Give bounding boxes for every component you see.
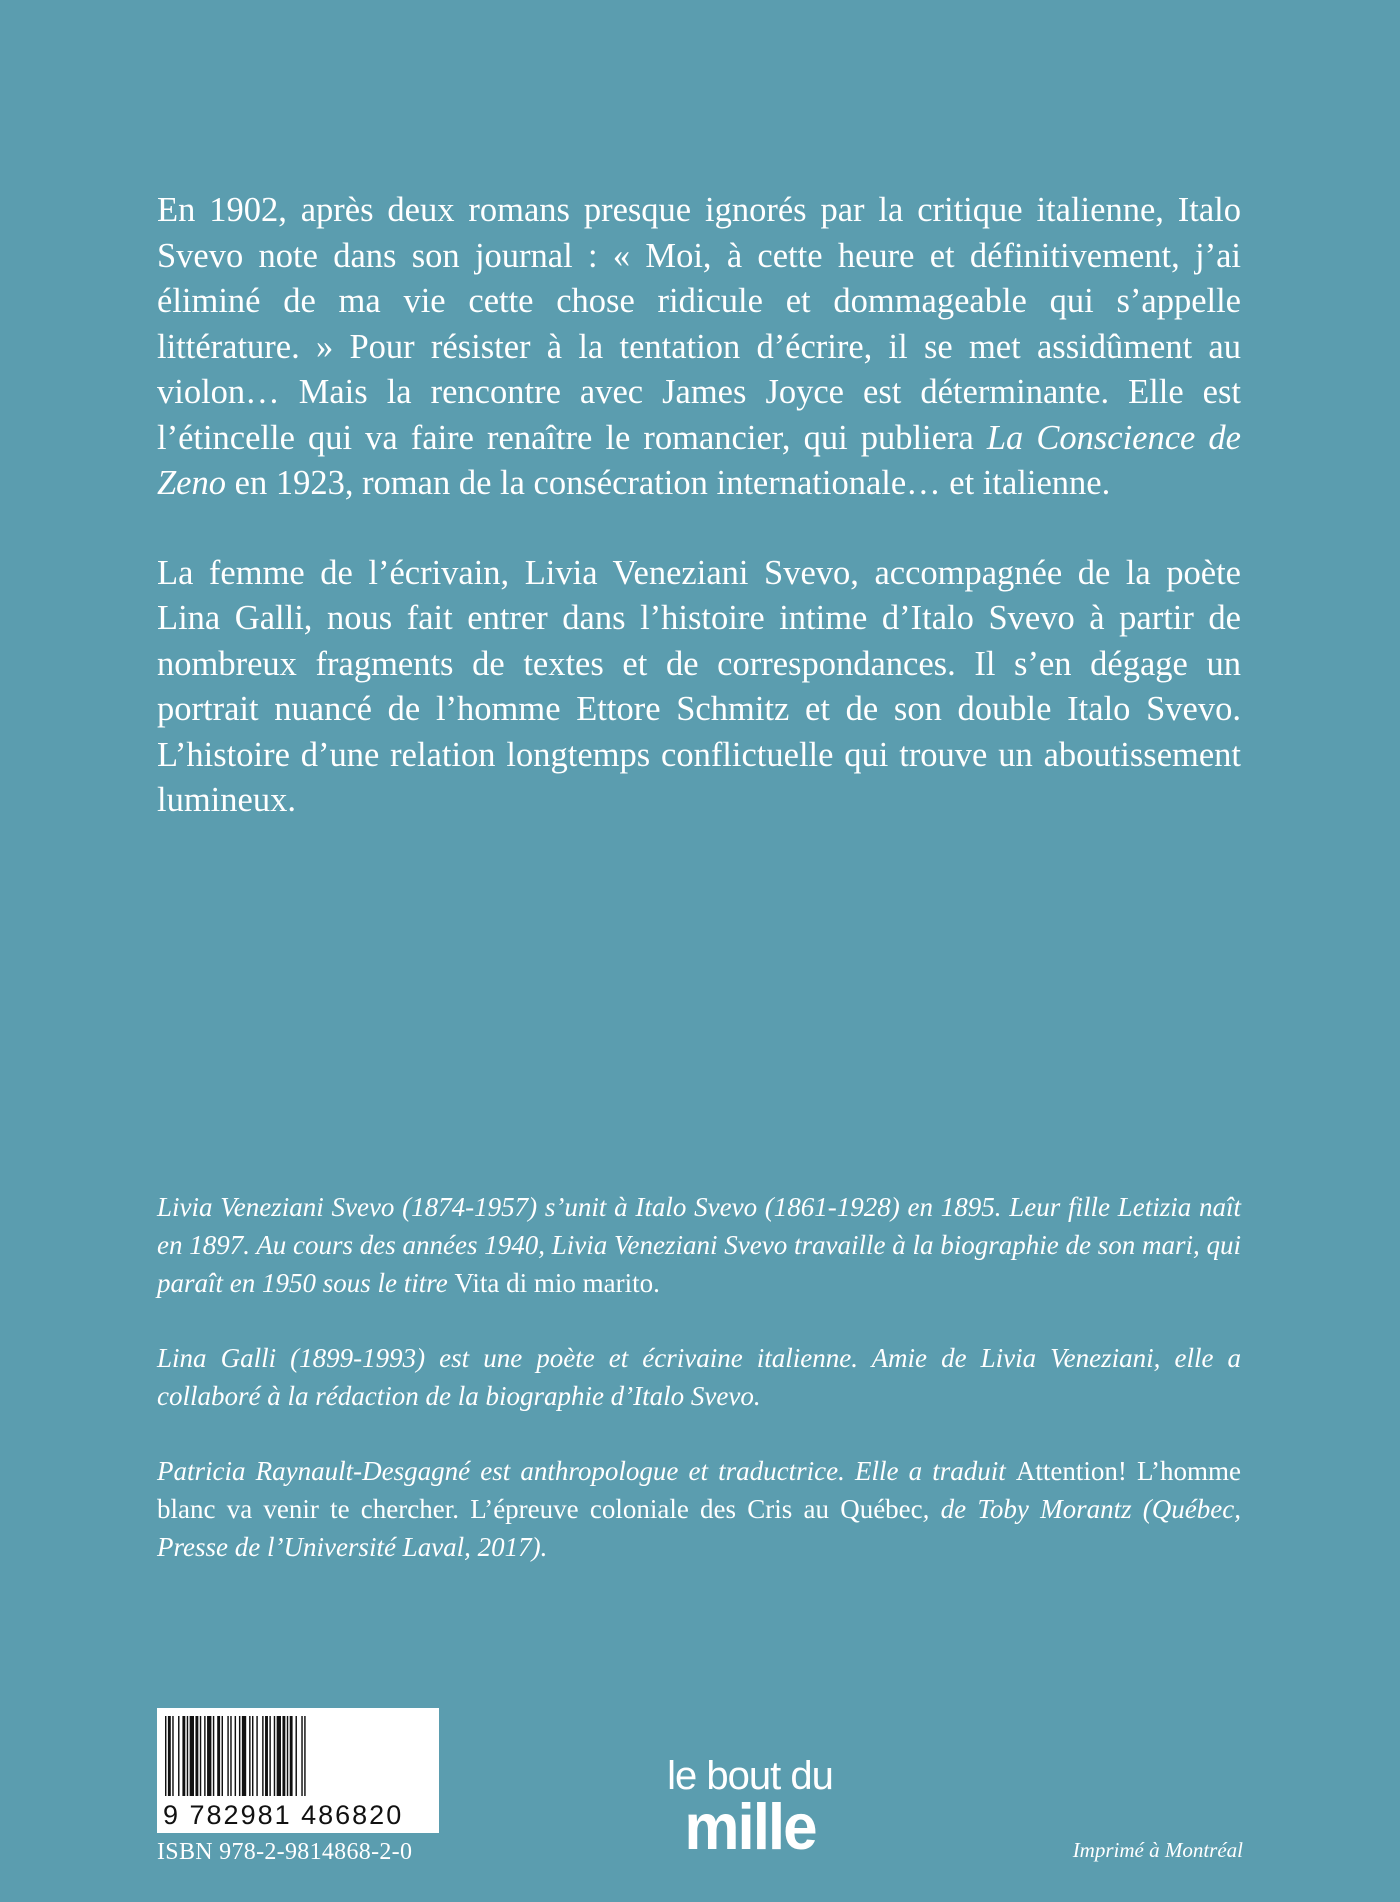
barcode-bar	[239, 1716, 240, 1796]
isbn-number: ISBN 978-2-9814868-2-0	[157, 1839, 413, 1865]
barcode-bars	[165, 1716, 431, 1796]
barcode-bar	[269, 1716, 270, 1796]
publisher-logo-line2: mille	[684, 1791, 816, 1864]
barcode-bar	[227, 1716, 228, 1796]
summary-paragraph-2: La femme de l’écrivain, Livia Veneziani Svevo, accompagnée de la poète Lina Galli, nous fait entrer dans l’histoire intime d’Italo Svevo à partir de nombreux fragments de textes et de correspondances. Il s’en dégage un portrait nuancé de l’homme Ettore Schmitz et de son double Italo Svevo. L’histoire d’une relation longtemps conflictuelle qui trouve un aboutissement lumineux.	[157, 553, 1241, 819]
publisher-logo-line1: le bout du	[667, 1754, 833, 1798]
text-run: .	[653, 1268, 660, 1298]
text-run: Livia Veneziani Svevo (1874-1957) s’unit à Italo Svevo (1861-1928) en 1895. Leur fille Letizia naît en 1897. Au cours des années 1940, Livia Veneziani Svevo travaille à la biographie de son mari, qui paraît en 1950 sous le titre	[157, 1192, 1241, 1298]
barcode-bar	[172, 1716, 173, 1796]
text-run: Vita di mio marito	[454, 1268, 654, 1298]
barcode-bar	[182, 1716, 185, 1796]
barcode-bar	[242, 1716, 246, 1796]
barcode-bar	[195, 1716, 198, 1796]
barcode-bar	[249, 1716, 250, 1796]
barcode-bar	[200, 1716, 201, 1796]
bio-lina: Lina Galli (1899-1993) est une poète et écrivaine italienne. Amie de Livia Veneziani, elle a collaboré à la rédaction de la biographie d’Italo Svevo.	[157, 1343, 1241, 1411]
author-bios	[157, 1188, 1241, 1603]
barcode-bar	[282, 1716, 285, 1796]
barcode-bar	[296, 1716, 297, 1796]
imprint-location: Imprimé à Montréal	[1072, 1838, 1243, 1862]
barcode-bar	[256, 1716, 257, 1796]
barcode-bar	[222, 1716, 223, 1796]
barcode-bar	[213, 1716, 214, 1796]
back-cover-summary	[157, 188, 1241, 868]
barcode-bar	[165, 1716, 166, 1796]
barcode-bar	[217, 1716, 220, 1796]
text-run: Patricia Raynault-Desgagné est anthropologue et traductrice. Elle a traduit	[157, 1456, 1016, 1486]
text-run: , de Toby Morantz (Québec, Presse de l’Université Laval, 2017).	[157, 1494, 1241, 1562]
bio-livia	[157, 1188, 1241, 1302]
barcode-bar	[262, 1716, 263, 1796]
text-run: En 1902, après deux romans presque ignorés par la critique italienne, Italo Svevo note dans son journal : « Moi, à cette heure et définitivement, j’ai éliminé de ma vie cette chose ridicule et dommageable qui s’appelle littérature. » Pour résister à la tentation d’écrire, il se met assidûment au violon… Mais la rencontre avec James Joyce est déterminante. Elle est l’étincelle qui va faire renaître le romancier, qui publiera	[157, 191, 1241, 457]
barcode-bar	[204, 1716, 205, 1796]
barcode-bar	[187, 1716, 188, 1796]
barcode-bar	[252, 1716, 253, 1796]
summary-paragraph-1	[157, 188, 1241, 507]
barcode-bar	[277, 1716, 281, 1796]
barcode-bar	[290, 1716, 293, 1796]
publisher-logo	[650, 1754, 850, 1864]
barcode-digits: 9 782981 486820	[163, 1800, 404, 1830]
barcode-bar	[190, 1716, 194, 1796]
text-run: en 1923, roman de la consécration internationale… et italienne.	[226, 464, 1111, 502]
barcode-bar	[265, 1716, 268, 1796]
barcode-bar	[168, 1716, 171, 1796]
barcode-bar	[304, 1716, 305, 1796]
barcode-bar	[207, 1716, 211, 1796]
barcode-bar	[287, 1716, 288, 1796]
barcode	[157, 1708, 439, 1833]
barcode-bar	[178, 1716, 179, 1796]
barcode-bar	[235, 1716, 236, 1796]
barcode-block	[157, 1708, 439, 1866]
text-run: La Conscience de Zeno	[157, 418, 1241, 502]
barcode-bar	[301, 1716, 302, 1796]
barcode-bar	[274, 1716, 275, 1796]
bio-patricia	[157, 1452, 1241, 1566]
text-run: Attention! L’homme blanc va venir te chercher. L’épreuve coloniale des Cris au Québec	[157, 1456, 1241, 1524]
barcode-bar	[230, 1716, 231, 1796]
